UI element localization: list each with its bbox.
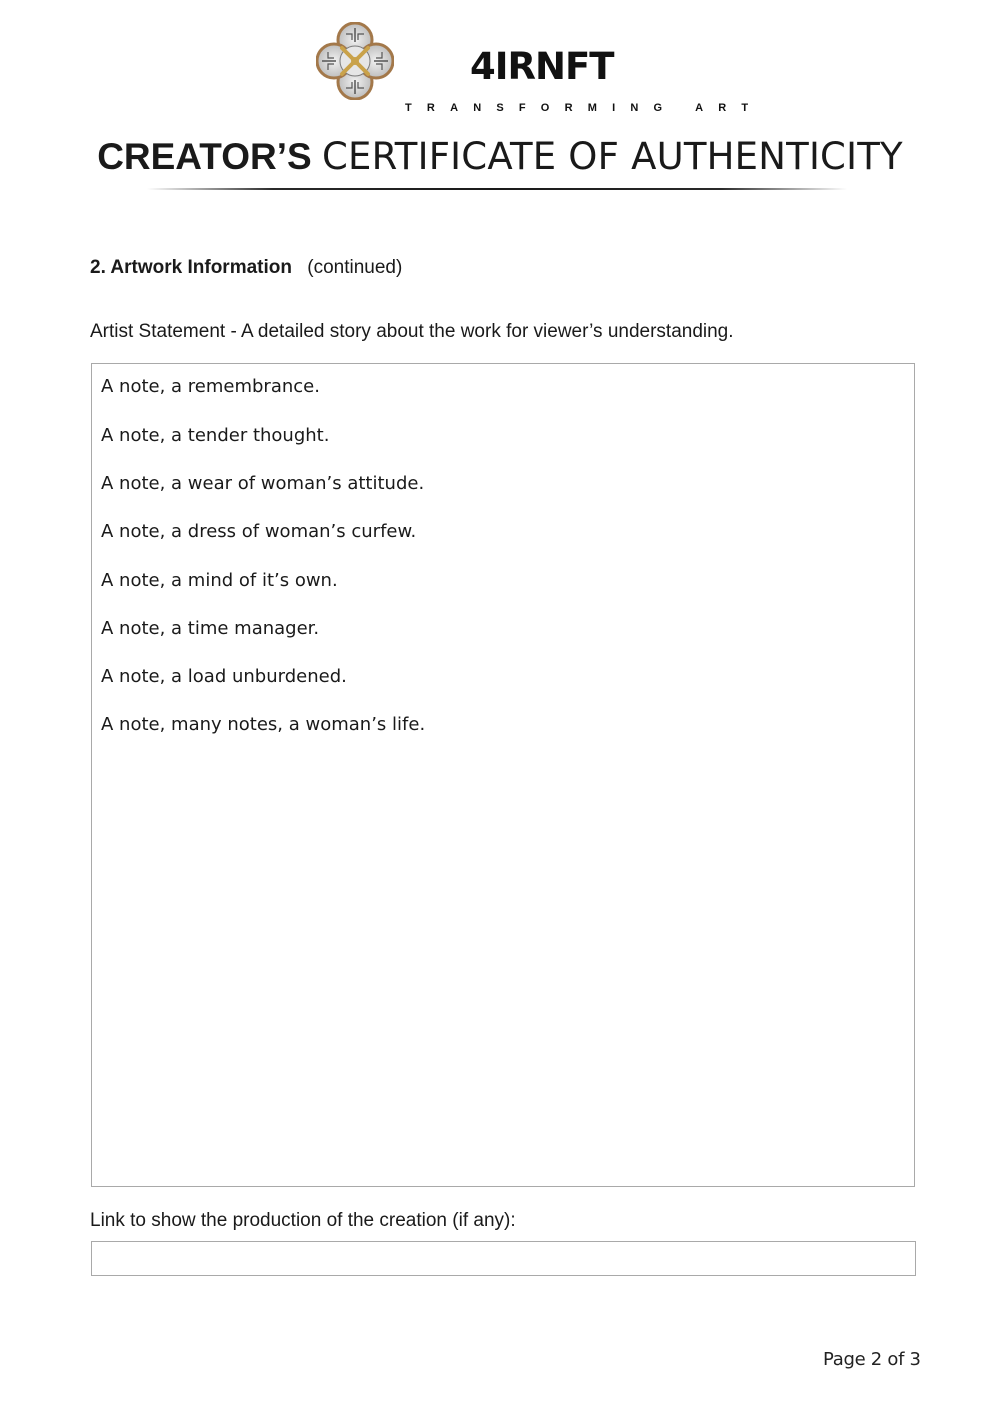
- production-link-field[interactable]: [91, 1241, 916, 1276]
- section-title: 2. Artwork Information: [90, 257, 292, 278]
- certificate-title-rest: CERTIFICATE OF AUTHENTICITY: [321, 135, 903, 178]
- statement-line: A note, a time manager.: [101, 618, 320, 639]
- statement-line: A note, a load unburdened.: [101, 666, 347, 687]
- statement-line: A note, a remembrance.: [101, 376, 320, 397]
- title-divider: [147, 188, 847, 190]
- artist-statement-textarea[interactable]: [91, 363, 915, 1187]
- statement-line: A note, a dress of woman’s curfew.: [101, 521, 417, 542]
- section-continued-note: (continued): [307, 257, 403, 278]
- production-link-label: Link to show the production of the creation (if any):: [90, 1210, 516, 1231]
- brand-name: 4IRNFT: [470, 45, 614, 88]
- artist-statement-label: Artist Statement - A detailed story about the work for viewer’s understanding.: [90, 321, 734, 342]
- brand-tagline: TRANSFORMING ART: [405, 102, 764, 114]
- interlocking-circuit-knot-logo-icon: [316, 22, 394, 100]
- certificate-title: [0, 136, 1000, 178]
- page-number: Page 2 of 3: [823, 1349, 921, 1370]
- section-heading: [90, 256, 402, 280]
- statement-line: A note, a wear of woman’s attitude.: [101, 473, 425, 494]
- statement-line: A note, a tender thought.: [101, 425, 330, 446]
- statement-line: A note, many notes, a woman’s life.: [101, 714, 426, 735]
- certificate-title-bold: CREATOR’S: [97, 136, 312, 177]
- statement-line: A note, a mind of it’s own.: [101, 570, 338, 591]
- brand-logo: [316, 22, 764, 114]
